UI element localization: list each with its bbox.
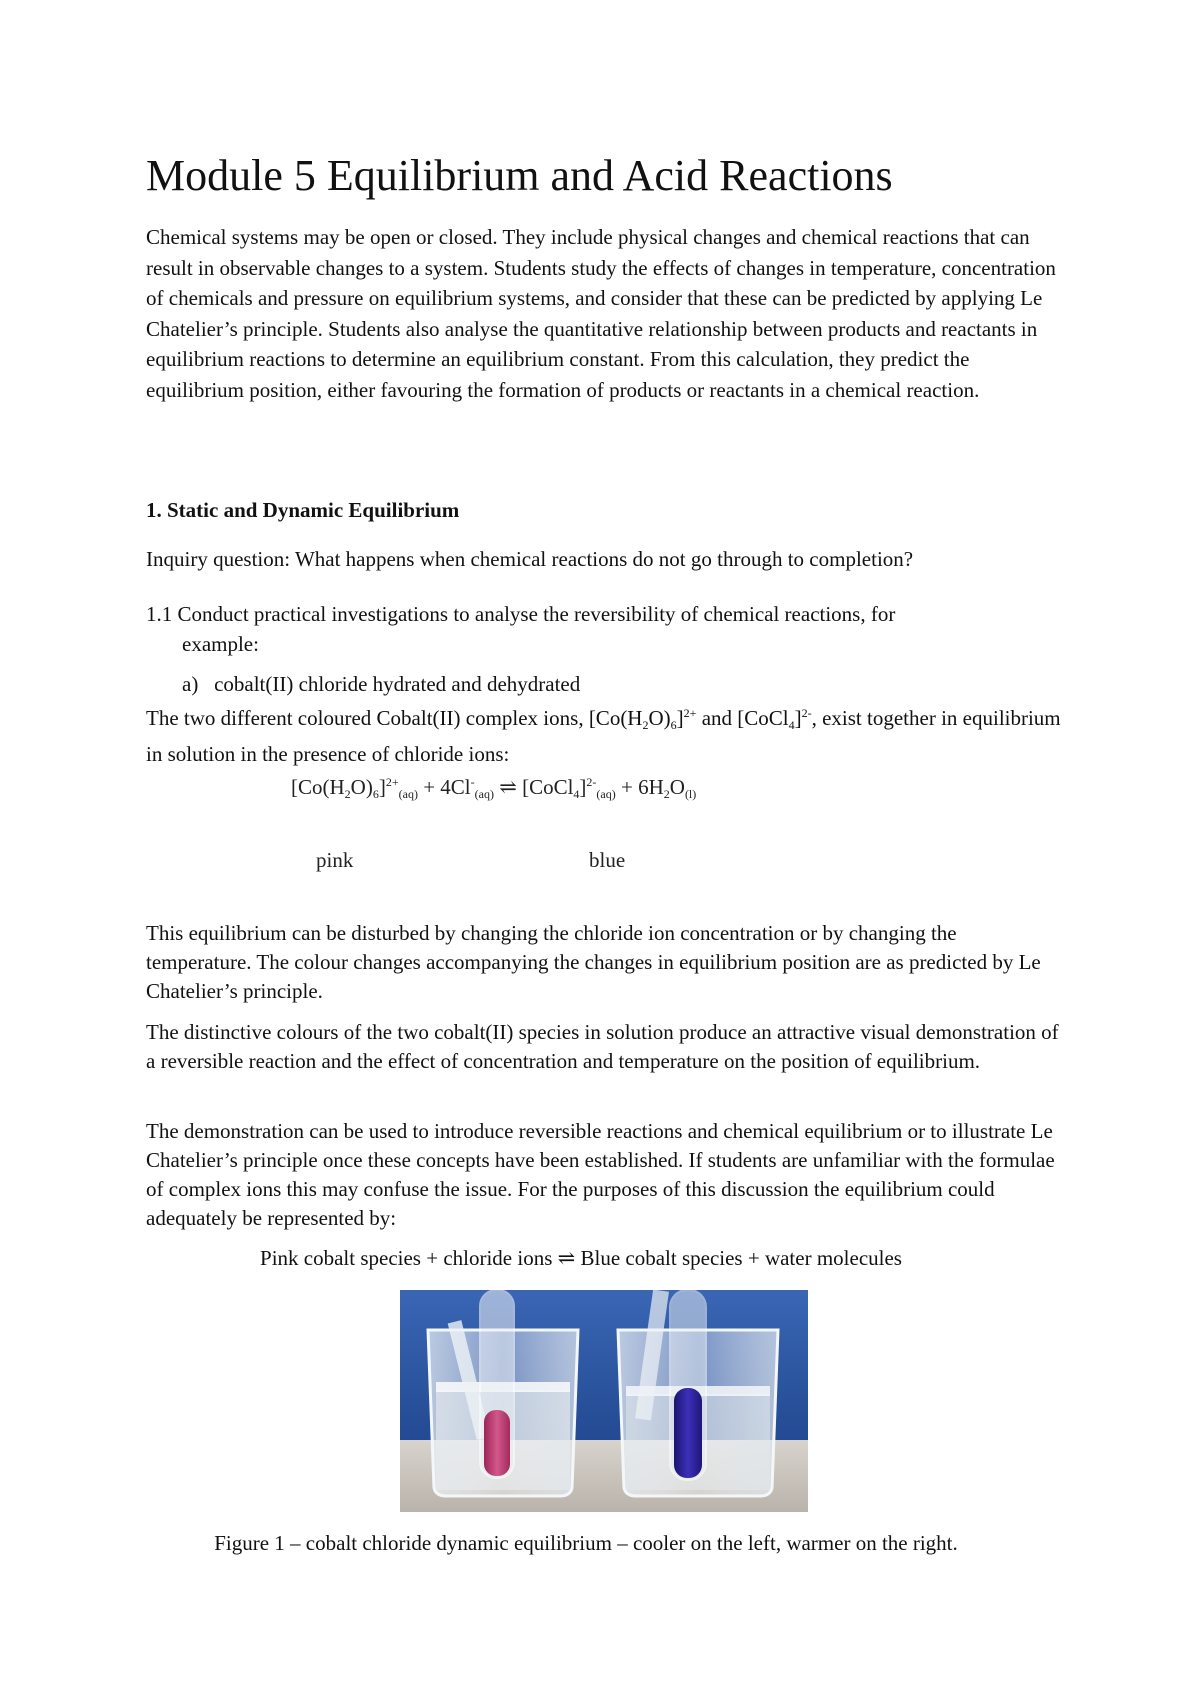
equilibrium-arrow: ⇌ [493, 775, 523, 799]
pink-solution [484, 1410, 510, 1476]
label-blue: blue [589, 848, 626, 872]
cobalt-desc-part: O) [648, 706, 671, 730]
state-symbol: (aq) [398, 787, 418, 801]
sub-item-marker: a) [182, 672, 199, 696]
cobalt-desc-part: ] [794, 706, 802, 730]
subscript: 4 [573, 787, 580, 801]
subscript: 2 [344, 787, 351, 801]
cobalt-desc-part: ] [676, 706, 684, 730]
sub-item-text: cobalt(II) chloride hydrated and dehydrated [214, 672, 581, 696]
superscript: 2- [801, 706, 812, 720]
paragraph-demonstration: The demonstration can be used to introduce reversible reactions and chemical equilibrium or to illustrate Le Chatelier’s principle once these concepts have been established. If students are unfamiliar with the formulae of complex ions this may confuse the issue. For the purposes of this discussion the equilibrium could adequately be represented by: [146, 1119, 1055, 1230]
eq-term: + 6H [615, 775, 664, 799]
figure-caption: Figure 1 – cobalt chloride dynamic equilibrium – cooler on the left, warmer on the right. [214, 1531, 958, 1555]
subscript: 4 [788, 718, 795, 732]
paragraph-disturbance: This equilibrium can be disturbed by changing the chloride ion concentration or by changing the temperature. The colour changes accompanying the changes in equilibrium position are as predicted by Le Chatelier’s principle. [146, 921, 1041, 1003]
intro-paragraph: Chemical systems may be open or closed. They include physical changes and chemical reactions that can result in observable changes to a system. Students study the effects of changes in temperature, concentration of chemicals and pressure on equilibrium systems, and consider that these can be predicted by applying Le Chatelier’s principle. Students also analyse the quantitative relationship between products and reactants in equilibrium reactions to determine an equilibrium constant. From this calculation, they predict the equilibrium position, either favouring the formation of products or reactants in a chemical reaction. [146, 225, 1056, 402]
state-symbol: (aq) [474, 787, 494, 801]
blue-solution [674, 1388, 702, 1478]
eq-term: + 4Cl [417, 775, 471, 799]
section-heading: 1. Static and Dynamic Equilibrium [146, 498, 460, 522]
cobalt-desc-part: The two different coloured Cobalt(II) complex ions, [Co(H [146, 706, 643, 730]
label-pink: pink [316, 848, 354, 872]
document-title: Module 5 Equilibrium and Acid Reactions [146, 151, 893, 200]
eq-term: [Co(H [291, 775, 345, 799]
beakers-photo [400, 1290, 808, 1512]
paragraph-distinctive-colours: The distinctive colours of the two cobalt(II) species in solution produce an attractive visual demonstration of a reversible reaction and the effect of concentration and temperature on the position of equilibrium. [146, 1020, 1059, 1073]
eq-term: O [669, 775, 685, 799]
cobalt-desc-part: , exist together in equilibrium in solution in the presence of chloride ions: [146, 706, 1061, 766]
word-equation: Pink cobalt species + chloride ions ⇌ Blue cobalt species + water molecules [260, 1246, 902, 1270]
subscript: 6 [372, 787, 379, 801]
item-1-1-line2: example: [182, 632, 259, 656]
eq-term: ] [378, 775, 386, 799]
inquiry-question: Inquiry question: What happens when chemical reactions do not go through to completion? [146, 547, 914, 571]
cobalt-description [146, 699, 1066, 769]
state-symbol: (l) [684, 787, 697, 801]
beakers-illustration [400, 1290, 808, 1512]
sub-item-a [182, 670, 1066, 699]
superscript: - [470, 775, 475, 789]
chemical-equation [291, 775, 696, 802]
superscript: 2- [586, 775, 597, 789]
eq-term: ] [579, 775, 587, 799]
eq-term: [CoCl [522, 775, 574, 799]
subscript: 2 [663, 787, 670, 801]
cobalt-desc-part: and [CoCl [696, 706, 789, 730]
state-symbol: (aq) [596, 787, 616, 801]
superscript: 2+ [385, 775, 399, 789]
eq-term: O) [350, 775, 373, 799]
superscript: 2+ [683, 706, 697, 720]
item-1-1-line1: 1.1 Conduct practical investigations to analyse the reversibility of chemical reactions, for [146, 602, 896, 626]
subscript: 2 [642, 718, 649, 732]
subscript: 6 [670, 718, 677, 732]
